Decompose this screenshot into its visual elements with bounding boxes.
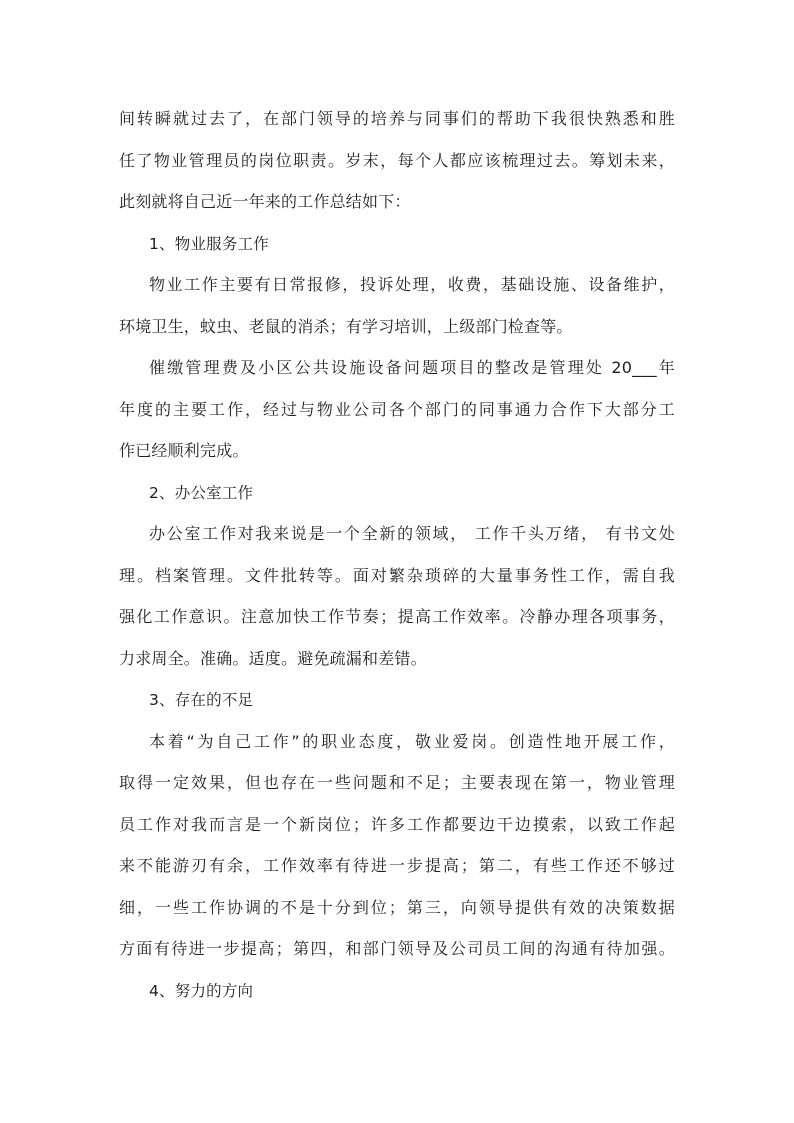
text-line: 办公室工作对我来说是一个全新的领域， 工作千头万绪， 有书文处	[149, 524, 675, 543]
text-line: 方面有待进一步提高；第四，和部门领导及公司员工间的沟通有待加强。	[119, 939, 675, 958]
text-line: 环境卫生，蚊虫、老鼠的消杀；有学习培训，上级部门检查等。	[119, 316, 573, 336]
text-line: 间转瞬就过去了，在部门领导的培养与同事们的帮助下我很快熟悉和胜	[119, 109, 675, 128]
text-line: 催缴管理费及小区公共设施设备问题项目的整改是管理处 20___年	[149, 358, 675, 377]
text-line: 来不能游刃有余，工作效率有待进一步提高；第二，有些工作还不够过	[119, 856, 675, 875]
section-heading: 1、物业服务工作	[149, 234, 269, 253]
section-heading: 2、办公室工作	[149, 483, 254, 502]
text-line: 本着“为自己工作”的职业态度，敬业爱岗。创造性地开展工作，	[149, 731, 675, 751]
text-line: 细，一些工作协调的不是十分到位；第三，向领导提供有效的决策数据	[119, 897, 675, 917]
text-line: 取得一定效果，但也存在一些问题和不足；主要表现在第一，物业管理	[119, 773, 675, 792]
text-line: 年度的主要工作，经过与物业公司各个部门的同事通力合作下大部分工	[119, 399, 675, 419]
section-heading: 3、存在的不足	[149, 691, 254, 709]
text-line: 强化工作意识。注意加快工作节奏；提高工作效率。冷静办理各项事务，	[119, 607, 675, 626]
text-line: 员工作对我而言是一个新岗位；许多工作都要边干边摸索，以致工作起	[119, 814, 675, 834]
text-line: 力求周全。准确。适度。避免疏漏和差错。	[119, 648, 427, 668]
text-line: 物业工作主要有日常报修，投诉处理，收费，基础设施、设备维护，	[149, 275, 675, 294]
text-line: 此刻就将自己近一年来的工作总结如下：	[119, 192, 411, 211]
section-heading: 4、努力的方向	[149, 981, 254, 1000]
text-line: 理。档案管理。文件批转等。面对繁杂琐碎的大量事务性工作，需自我	[119, 565, 675, 585]
text-line: 任了物业管理员的岗位职责。岁末，每个人都应该梳理过去。筹划未来，	[119, 150, 675, 170]
document-body	[119, 101, 675, 1014]
text-line: 作已经顺利完成。	[119, 441, 249, 460]
